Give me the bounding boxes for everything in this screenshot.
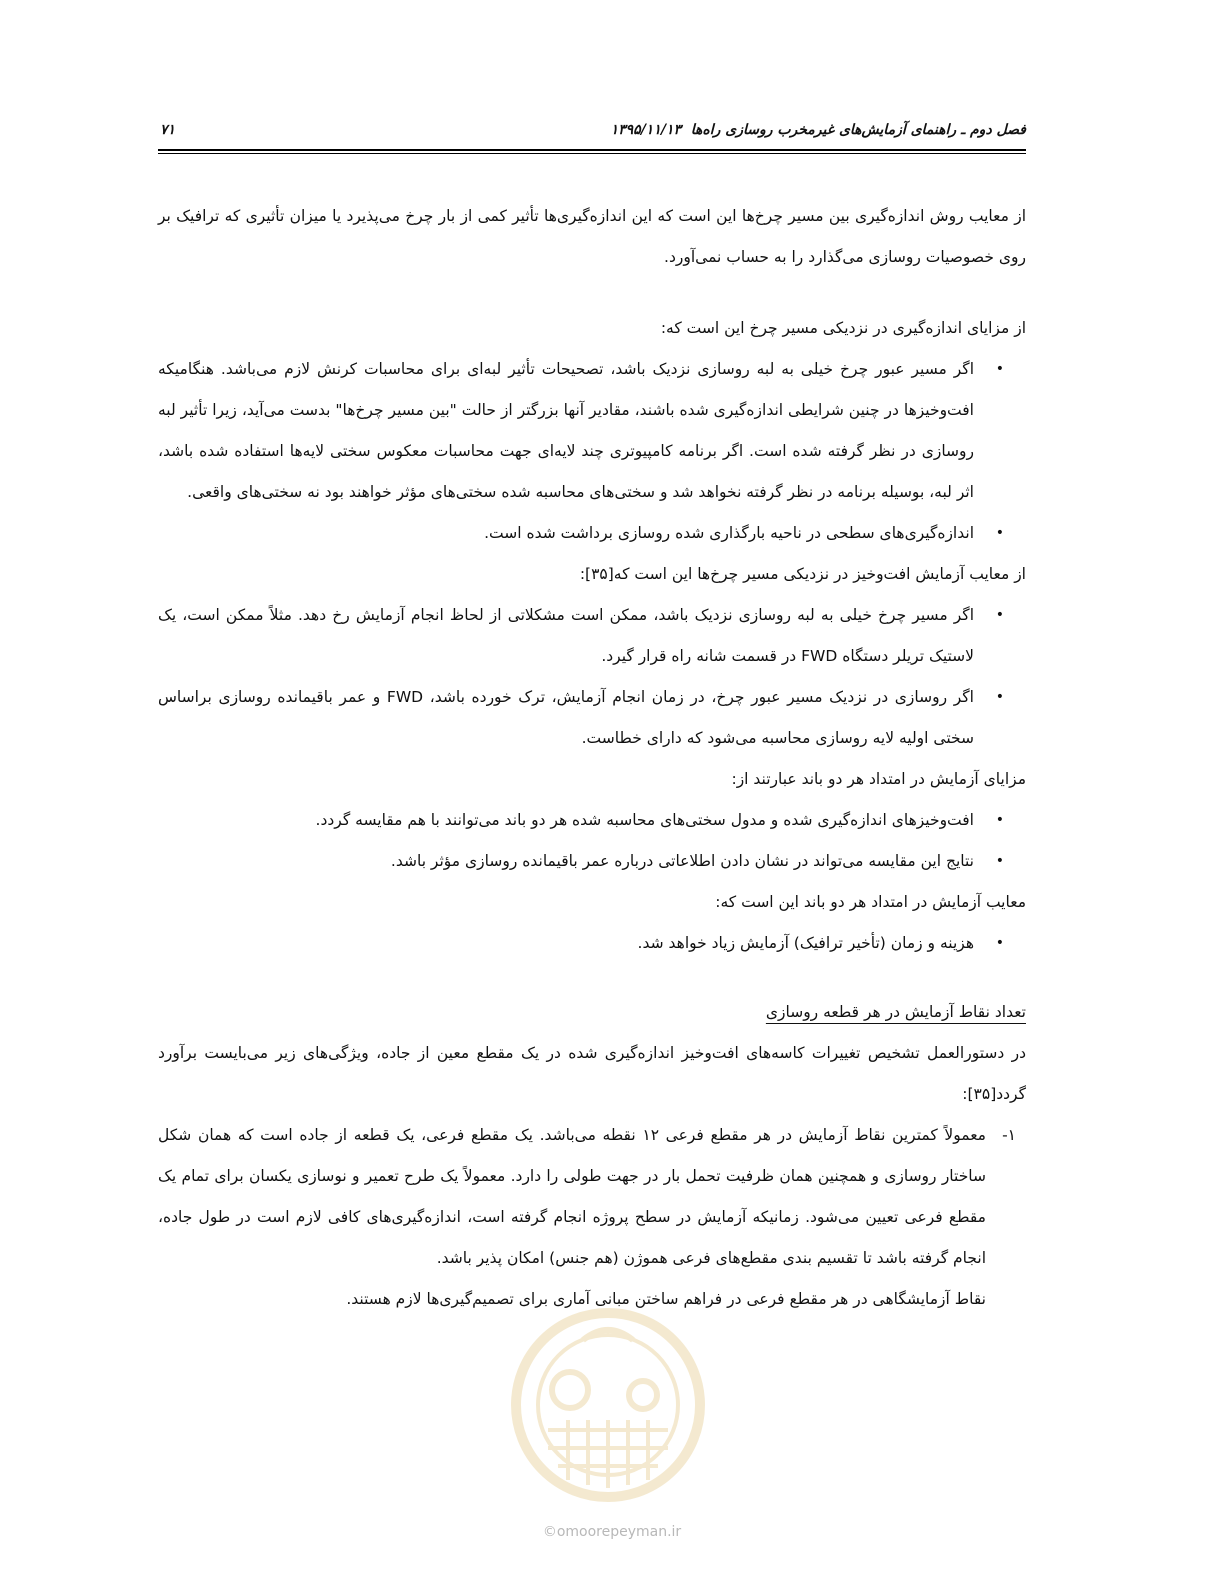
paragraph-guideline: در دستورالعمل تشخیص تغییرات کاسه‌های افت‌وخیز اندازه‌گیری شده در یک مقطع معین از جاده، ویژگی‌های زیر می‌بایست برآورد گردد[۳۵]: xyxy=(158,1044,1026,1103)
paragraph-both-lanes-disadvantages: معایب آزمایش در امتداد هر دو باند این است که: xyxy=(715,893,1026,911)
bullet-icon: • xyxy=(995,525,1004,541)
watermark-url: ©omoorepeyman.ir xyxy=(542,1524,682,1540)
numbered-item-1-continuation: نقاط آزمایشگاهی در هر مقطع فرعی در فراهم ساختن مبانی آماری برای تصمیم‌گیری‌ها لازم هستند. xyxy=(346,1290,986,1308)
list-item: • اگر مسیر چرخ خیلی به لبه روسازی نزدیک باشد، ممکن است مشکلاتی از لحاظ انجام آزمایش رخ دهد. مثلاً ممکن است، یک لاستیک تریلر دستگاه FWD در قسمت شانه راه قرار گیرد. xyxy=(158,595,1026,677)
watermark-logo xyxy=(488,1300,728,1510)
bullet-list-lane-advantages xyxy=(158,800,1026,882)
header-date: ۱۳۹۵/۱۱/۱۳ xyxy=(610,122,681,138)
header-title: فصل دوم ـ راهنمای آزمایش‌های غیرمخرب روسازی راه‌ها xyxy=(690,122,1026,138)
bullet-icon: • xyxy=(995,689,1004,705)
running-header xyxy=(158,118,1026,146)
bullet-list-advantages xyxy=(158,349,1026,554)
paragraph-both-lanes-advantages: مزایای آزمایش در امتداد هر دو باند عبارتند از: xyxy=(731,770,1026,788)
paragraph-near-wheel-advantages: از مزایای اندازه‌گیری در نزدیکی مسیر چرخ این است که: xyxy=(660,319,1026,337)
copyright-icon: © xyxy=(542,1524,557,1540)
header-rule-thin xyxy=(158,153,1026,154)
list-item: • هزینه و زمان (تأخیر ترافیک) آزمایش زیاد خواهد شد. xyxy=(158,923,1026,964)
bullet-list-lane-disadvantages xyxy=(158,923,1026,964)
bullet-icon: • xyxy=(995,361,1004,377)
item-number: ۱- xyxy=(1002,1126,1016,1144)
item-text: معمولاً کمترین نقاط آزمایش در هر مقطع فرعی ۱۲ نقطه می‌باشد. یک مقطع فرعی، یک قطعه از جاده است که همان شکل ساختار روسازی و همچنین همان ظرفیت تحمل بار در جهت طولی را دارد. معمولاً یک طرح تعمیر و نوسازی یکسان برای تمام یک مقطع فرعی تعیین می‌شود. زمانیکه آزمایش در سطح پروژه انجام گرفته است، اندازه‌گیری‌های کافی لازم است در طول جاده، انجام گرفته باشد تا تقسیم بندی مقطع‌های فرعی هموژن (هم جنس) امکان پذیر باشد. xyxy=(158,1126,986,1267)
bullet-icon: • xyxy=(995,607,1004,623)
bullet-icon: • xyxy=(995,812,1004,828)
list-item: • اگر مسیر عبور چرخ خیلی به لبه روسازی نزدیک باشد، تصحیحات تأثیر لبه‌ای برای محاسبات کرنش لازم می‌باشد. هنگامیکه افت‌وخیزها در چنین شرایطی اندازه‌گیری شده باشند، مقادیر آنها بزرگتر از حالت "بین مسیر چرخ‌ها" بدست می‌آید، زیرا تأثیر لبه روسازی در نظر گرفته شده است. اگر برنامه کامپیوتری چند لایه‌ای جهت محاسبات معکوس سختی لایه‌ها استفاده شده باشد، اثر لبه، بوسیله برنامه در نظر گرفته نخواهد شد و سختی‌های محاسبه شده سختی‌های مؤثر خواهند بود نه سختی‌های واقعی. xyxy=(158,349,1026,513)
section-heading: تعداد نقاط آزمایش در هر قطعه روسازی xyxy=(765,1003,1026,1021)
list-item: • نتایج این مقایسه می‌تواند در نشان دادن اطلاعاتی درباره عمر باقیمانده روسازی مؤثر باشد. xyxy=(158,841,1026,882)
bullet-icon: • xyxy=(995,935,1004,951)
paragraph-near-wheel-disadvantages: از معایب آزمایش افت‌وخیز در نزدیکی مسیر چرخ‌ها این است که[۳۵]: xyxy=(579,565,1026,583)
list-item: • اندازه‌گیری‌های سطحی در ناحیه بارگذاری شده روسازی برداشت شده است. xyxy=(158,513,1026,554)
numbered-item-1 xyxy=(158,1115,1026,1279)
list-item: • اگر روسازی در نزدیک مسیر عبور چرخ، در زمان انجام آزمایش، ترک خورده باشد، FWD و عمر باقیمانده روسازی براساس سختی اولیه لایه روسازی محاسبه می‌شود که دارای خطاست. xyxy=(158,677,1026,759)
bullet-list-disadvantages xyxy=(158,595,1026,759)
body-text xyxy=(158,196,1026,1320)
page-number: ۷۱ xyxy=(160,122,176,138)
list-item: • افت‌وخیزهای اندازه‌گیری شده و مدول سختی‌های محاسبه شده هر دو باند می‌توانند با هم مقایسه گردد. xyxy=(158,800,1026,841)
paragraph-wheelpath-disadvantages: از معایب روش اندازه‌گیری بین مسیر چرخ‌ها این است که این اندازه‌گیری‌ها تأثیر کمی از بار چرخ می‌پذیرد یا میزان تأثیری که ترافیک بر روی خصوصیات روسازی می‌گذارد را به حساب نمی‌آورد. xyxy=(158,207,1026,266)
section-heading-wrap xyxy=(158,992,1026,1033)
bullet-icon: • xyxy=(995,853,1004,869)
header-rule xyxy=(158,149,1026,151)
